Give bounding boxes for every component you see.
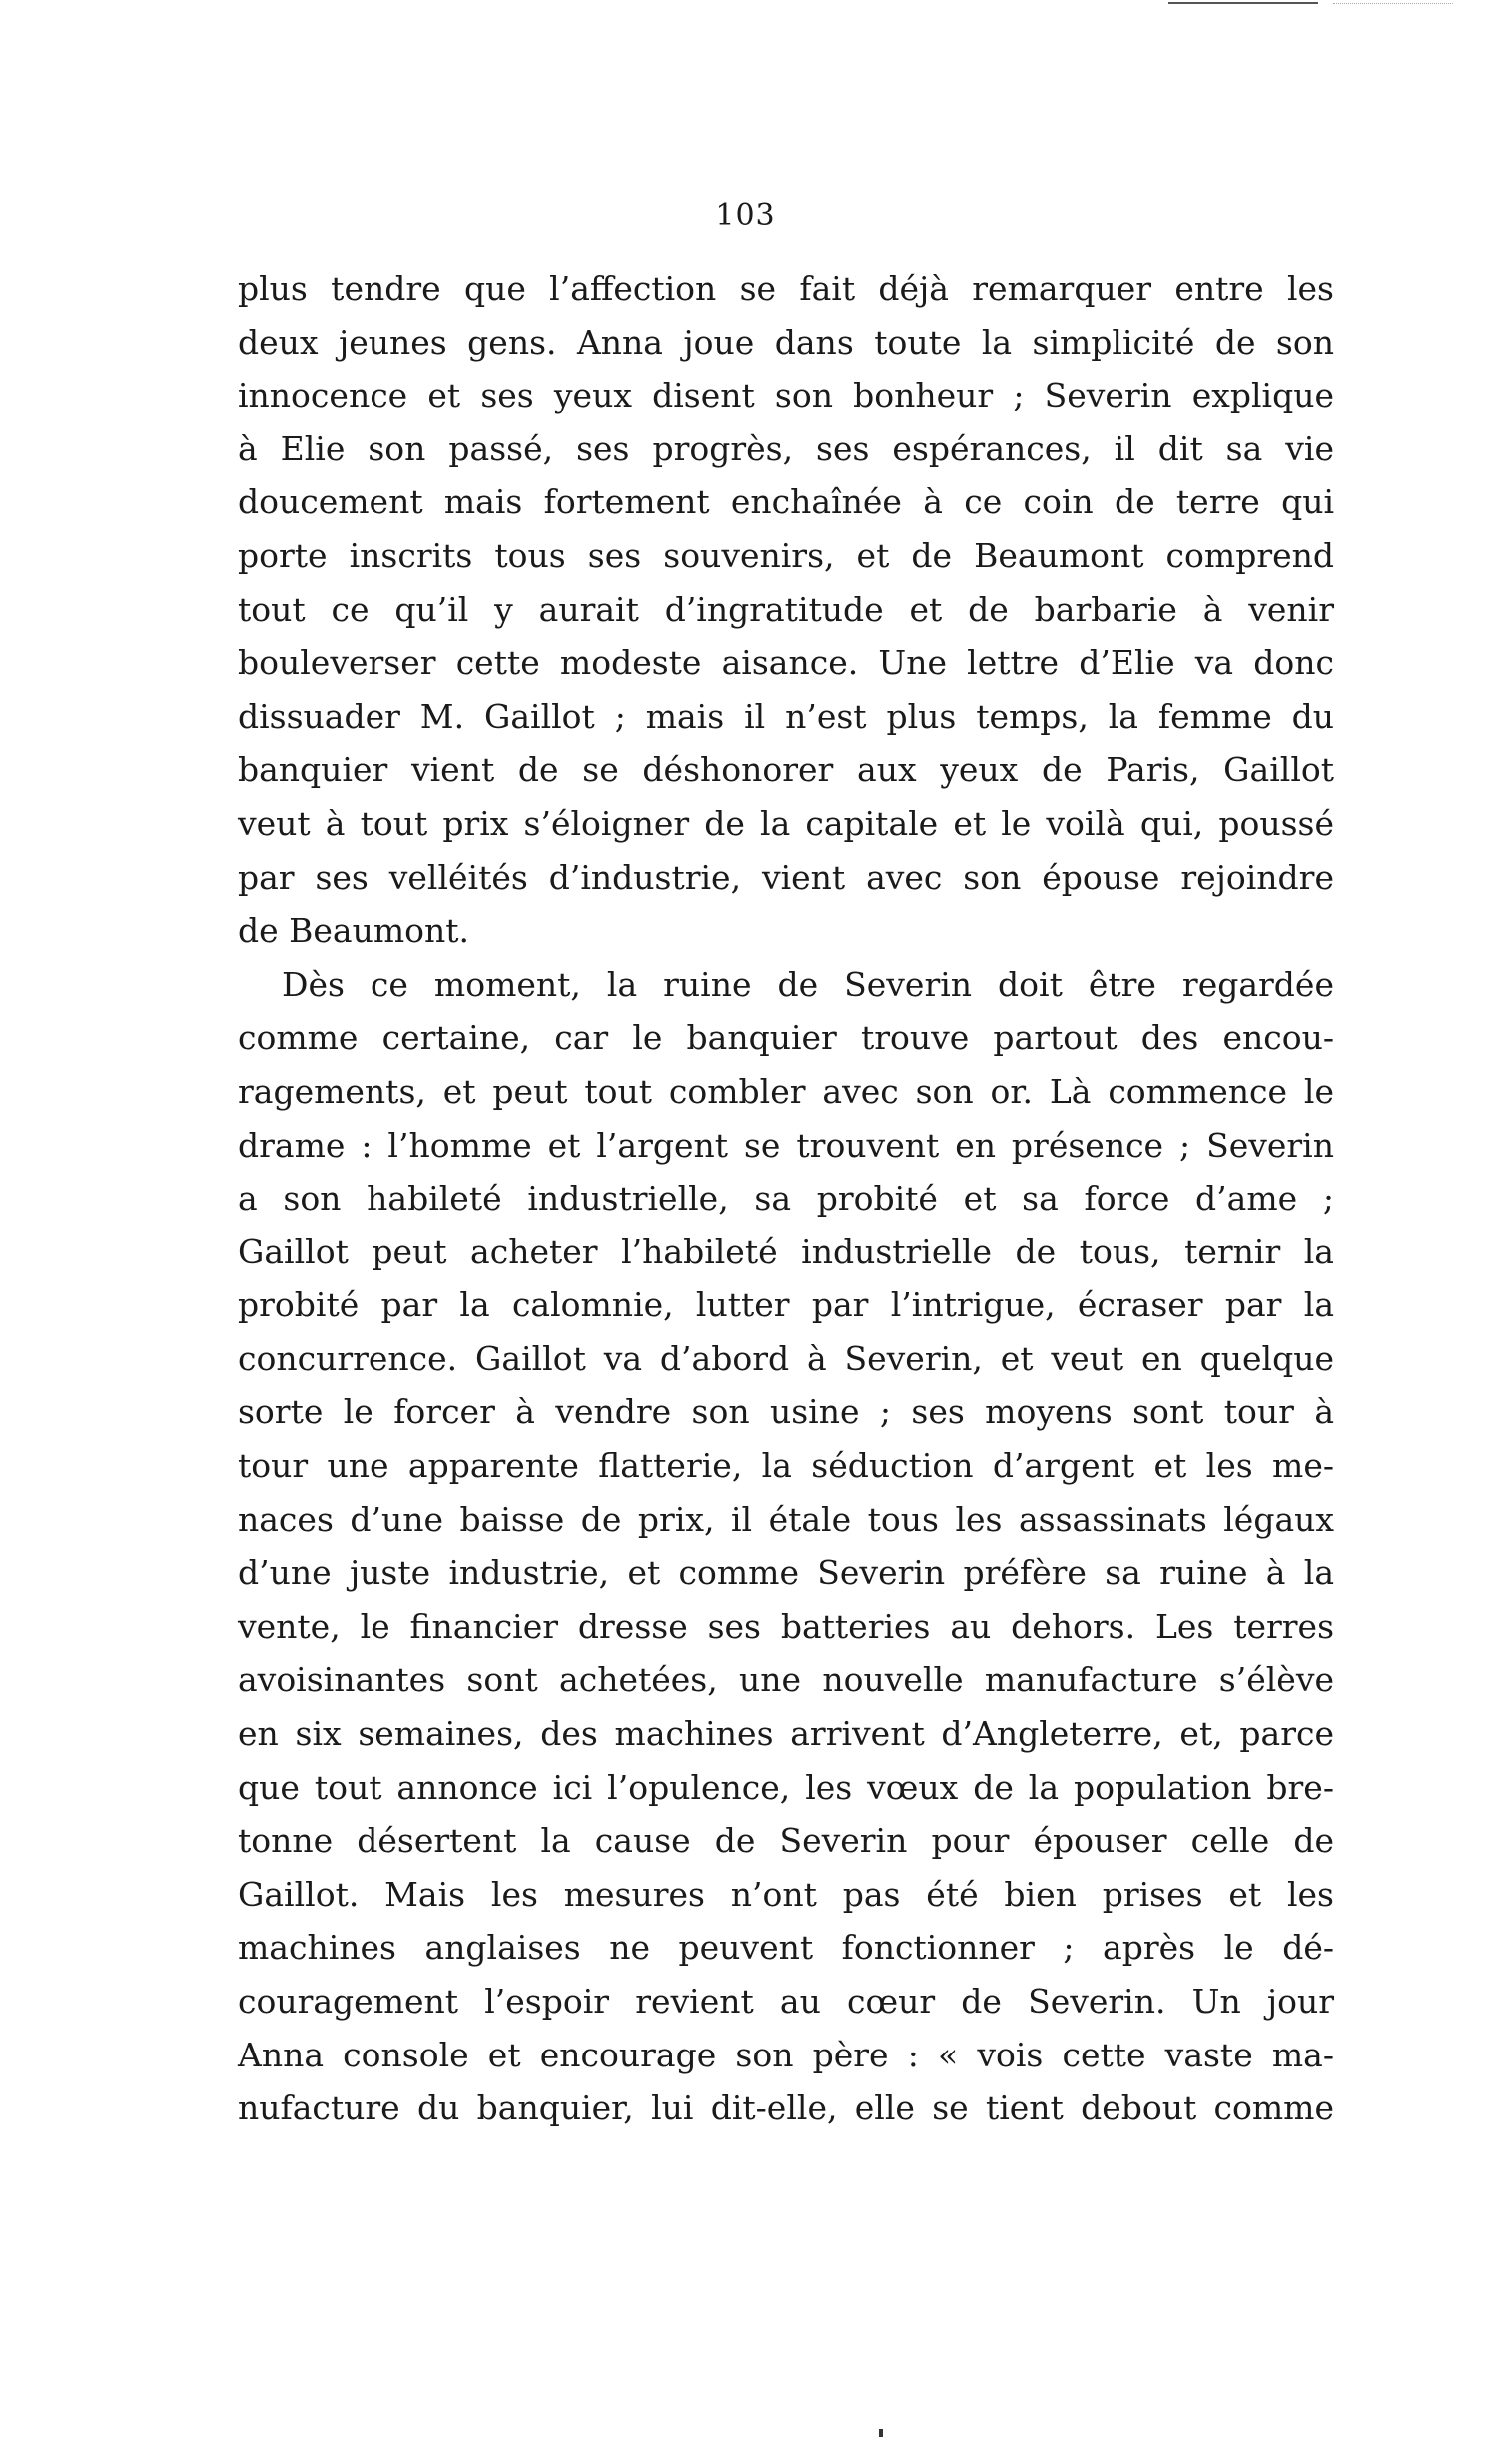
footer-mark (879, 2429, 883, 2437)
page-number: 103 (715, 198, 776, 233)
text-line: couragement l’espoir revient au cœur de Severin. Un jour (238, 1982, 1334, 2021)
text-line: Anna console et encourage son père : « vois cette vaste ma- (238, 2035, 1334, 2074)
text-line: à Elie son passé, ses progrès, ses espérances, il dit sa vie (238, 428, 1334, 468)
text-line: veut à tout prix s’éloigner de la capitale et le voilà qui, poussé (238, 803, 1334, 843)
text-line: porte inscrits tous ses souvenirs, et de Beaumont comprend (238, 535, 1334, 575)
top-rule-dots (1333, 3, 1453, 4)
text-line: concurrence. Gaillot va d’abord à Severin, et veut en quelque (238, 1338, 1334, 1378)
text-line: par ses velléités d’industrie, vient avec son épouse rejoindre (238, 857, 1334, 897)
body-text (238, 262, 1334, 2135)
text-line: tour une apparente flatterie, la séduction d’argent et les me- (238, 1446, 1334, 1486)
text-line: Gaillot peut acheter l’habileté industrielle de tous, ternir la (238, 1232, 1334, 1271)
text-line: probité par la calomnie, lutter par l’intrigue, écraser par la (238, 1285, 1334, 1325)
text-line: bouleverser cette modeste aisance. Une lettre d’Elie va donc (238, 643, 1334, 683)
text-line: innocence et ses yeux disent son bonheur ; Severin explique (238, 376, 1334, 415)
text-line: Gaillot. Mais les mesures n’ont pas été bien prises et les (238, 1874, 1334, 1914)
text-line: tonne désertent la cause de Severin pour épouser celle de (238, 1821, 1334, 1861)
text-line: avoisinantes sont achetées, une nouvelle manufacture s’élève (238, 1660, 1334, 1700)
text-line: d’une juste industrie, et comme Severin préfère sa ruine à la (238, 1553, 1334, 1593)
text-line: que tout annonce ici l’opulence, les vœux de la population bre- (238, 1767, 1334, 1807)
text-line: vente, le financier dresse ses batteries au dehors. Les terres (238, 1606, 1334, 1646)
text-line: a son habileté industrielle, sa probité et sa force d’ame ; (238, 1179, 1334, 1219)
text-line: banquier vient de se déshonorer aux yeux de Paris, Gaillot (238, 750, 1334, 790)
paragraph-1 (238, 262, 1334, 958)
text-line: de Beaumont. (238, 911, 470, 951)
top-rule (1168, 2, 1318, 4)
text-line: en six semaines, des machines arrivent d’Angleterre, et, parce (238, 1714, 1334, 1754)
paragraph-2 (238, 958, 1334, 2135)
text-line: deux jeunes gens. Anna joue dans toute la simplicité de son (238, 322, 1334, 362)
text-line: comme certaine, car le banquier trouve partout des encou- (238, 1018, 1334, 1058)
text-line: sorte le forcer à vendre son usine ; ses moyens sont tour à (238, 1392, 1334, 1432)
text-line: machines anglaises ne peuvent fonctionner ; après le dé- (238, 1928, 1334, 1968)
text-line: dissuader M. Gaillot ; mais il n’est plus temps, la femme du (238, 696, 1334, 736)
text-line: naces d’une baisse de prix, il étale tous les assassinats légaux (238, 1499, 1334, 1539)
text-line: ragements, et peut tout combler avec son or. Là commence le (238, 1071, 1334, 1111)
text-line: tout ce qu’il y aurait d’ingratitude et de barbarie à venir (238, 589, 1334, 629)
text-line: drame : l’homme et l’argent se trouvent en présence ; Severin (238, 1125, 1334, 1165)
text-line: doucement mais fortement enchaînée à ce coin de terre qui (238, 482, 1334, 522)
text-line: plus tendre que l’affection se fait déjà remarquer entre les (238, 269, 1334, 308)
text-line: nufacture du banquier, lui dit-elle, elle se tient debout comme (238, 2088, 1334, 2128)
text-line: Dès ce moment, la ruine de Severin doit être regardée (282, 964, 1334, 1004)
